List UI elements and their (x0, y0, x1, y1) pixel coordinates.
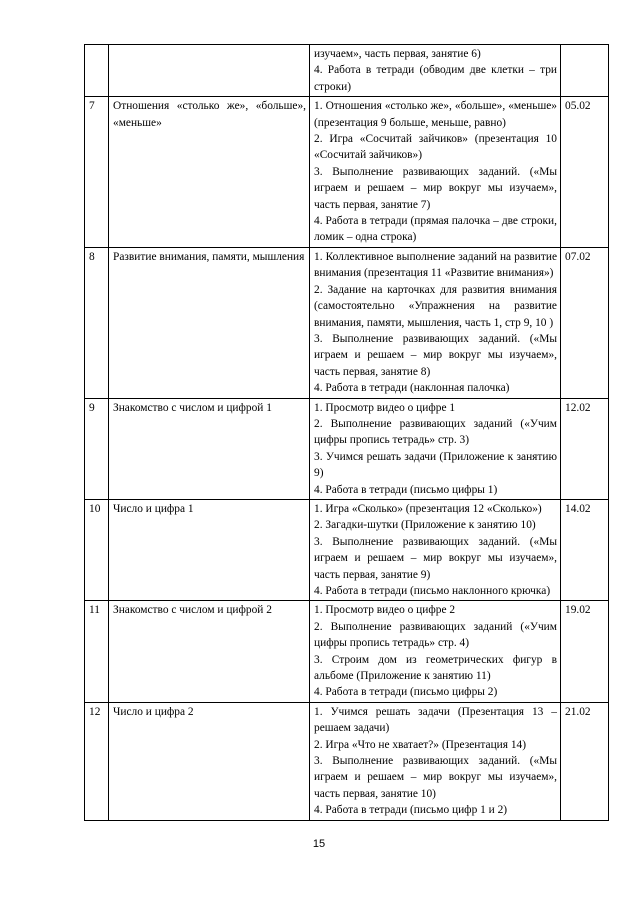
content-step: изучаем», часть первая, занятие 6) (314, 48, 481, 60)
lesson-number: 9 (85, 398, 109, 499)
lesson-number: 11 (85, 601, 109, 702)
table-row (85, 247, 609, 398)
content-step: 3. Строим дом из геометрических фигур в альбоме (Приложение к занятию 11) (314, 653, 557, 683)
content-step: 4. Работа в тетради (обводим две клетки – три строки) (314, 64, 557, 93)
content-step: 1. Отношения «столько же», «больше», «меньше» (презентация 9 больше, меньше, равно) (314, 100, 557, 129)
lesson-content (310, 702, 561, 820)
content-step: 4. Работа в тетради (прямая палочка – две строки, ломик – одна строка) (314, 215, 557, 244)
content-step: 3. Учимся решать задачи (Приложение к занятию 9) (314, 450, 557, 480)
content-step: 2. Игра «Сосчитай зайчиков» (презентация 10 «Сосчитай зайчиков») (314, 133, 557, 162)
table-row (85, 45, 609, 97)
lesson-number: 12 (85, 702, 109, 820)
content-step: 4. Работа в тетради (письмо наклонного крючка) (314, 585, 551, 597)
lesson-date: 12.02 (561, 398, 609, 499)
lesson-date: 07.02 (561, 247, 609, 398)
lesson-content (310, 97, 561, 248)
content-step: 1. Просмотр видео о цифре 1 (314, 401, 456, 414)
lesson-date: 19.02 (561, 601, 609, 702)
lesson-topic: Отношения «столько же», «больше», «меньше» (109, 97, 310, 248)
content-step: 3. Выполнение развивающих заданий. («Мы играем и решаем – мир вокруг мы изучаем», часть первая, занятие 9) (314, 535, 557, 581)
content-step: 1. Учимся решать задачи (Презентация 13 – решаем задачи) (314, 705, 557, 735)
lesson-content (310, 247, 561, 398)
lesson-topic: Знакомство с числом и цифрой 1 (109, 398, 310, 499)
table-row (85, 702, 609, 820)
lesson-content (310, 398, 561, 499)
table-row (85, 499, 609, 600)
content-step: 1. Просмотр видео о цифре 2 (314, 604, 456, 617)
table-row (85, 97, 609, 248)
lesson-topic: Число и цифра 1 (109, 499, 310, 600)
lesson-number: 10 (85, 499, 109, 600)
content-step: 4. Работа в тетради (письмо цифры 1) (314, 483, 498, 496)
content-step: 4. Работа в тетради (наклонная палочка) (314, 382, 510, 395)
lesson-topic: Развитие внимания, памяти, мышления (109, 247, 310, 398)
lesson-plan-body (85, 45, 609, 821)
lesson-date: 05.02 (561, 97, 609, 248)
lesson-content (310, 601, 561, 702)
content-step: 2. Игра «Что не хватает?» (Презентация 14) (314, 738, 527, 751)
content-step: 2. Выполнение развивающих заданий («Учим цифры пропись тетрадь» стр. 4) (314, 620, 557, 650)
lesson-topic (109, 45, 310, 97)
table-row (85, 601, 609, 702)
content-step: 2. Задание на карточках для развития внимания (самостоятельно «Упражнения на развитие внимания, памяти, мышления, часть 1, стр 9, 10 ) (314, 283, 557, 329)
content-step: 3. Выполнение развивающих заданий. («Мы играем и решаем – мир вокруг мы изучаем», часть первая, занятие 8) (314, 332, 557, 378)
table-row (85, 398, 609, 499)
lesson-date (561, 45, 609, 97)
lesson-topic: Знакомство с числом и цифрой 2 (109, 601, 310, 702)
content-step: 4. Работа в тетради (письмо цифры 2) (314, 686, 498, 699)
page-number: 15 (312, 838, 326, 850)
lesson-date: 21.02 (561, 702, 609, 820)
content-step: 2. Выполнение развивающих заданий («Учим цифры пропись тетрадь» стр. 3) (314, 417, 557, 447)
content-step: 3. Выполнение развивающих заданий. («Мы играем и решаем – мир вокруг мы изучаем», часть первая, занятие 10) (314, 755, 557, 800)
content-step: 1. Коллективное выполнение заданий на развитие внимания (презентация 11 «Развитие внимания») (314, 250, 557, 280)
lesson-plan-table (84, 44, 609, 821)
content-step: 1. Игра «Сколько» (презентация 12 «Сколько») (314, 502, 542, 515)
lesson-topic: Число и цифра 2 (109, 702, 310, 820)
lesson-content (310, 499, 561, 600)
lesson-number (85, 45, 109, 97)
content-step: 4. Работа в тетради (письмо цифр 1 и 2) (314, 804, 508, 817)
lesson-content (310, 45, 561, 97)
lesson-date: 14.02 (561, 499, 609, 600)
lesson-number: 8 (85, 247, 109, 398)
content-step: 3. Выполнение развивающих заданий. («Мы играем и решаем – мир вокруг мы изучаем», часть первая, занятие 7) (314, 165, 557, 211)
lesson-number: 7 (85, 97, 109, 248)
content-step: 2. Загадки-шутки (Приложение к занятию 10) (314, 519, 536, 532)
